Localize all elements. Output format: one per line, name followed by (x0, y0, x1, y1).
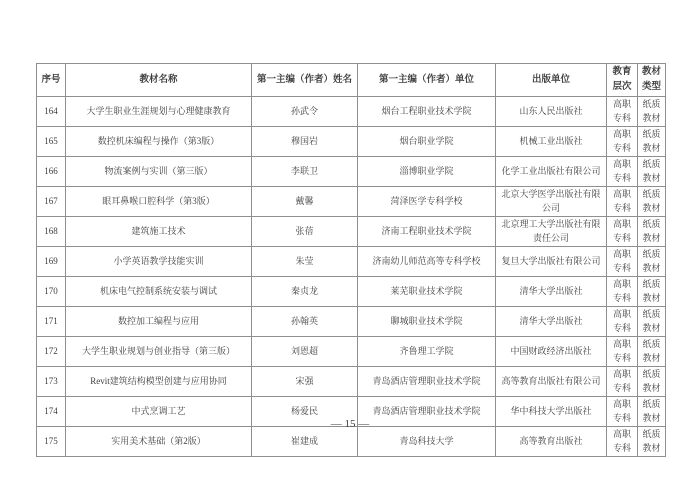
page-number: — 15 — (330, 418, 370, 430)
cell-material-type: 纸质教材 (638, 427, 666, 457)
cell-first-editor-unit: 烟台工程职业技术学院 (358, 97, 496, 127)
cell-first-editor-unit: 青岛酒店管理职业技术学院 (358, 397, 496, 427)
table-row (37, 217, 666, 247)
cell-first-editor-name: 宋强 (252, 367, 358, 397)
cell-publisher: 化学工业出版社有限公司 (496, 157, 607, 187)
cell-first-editor-unit: 济南工程职业技术学院 (358, 217, 496, 247)
cell-first-editor-unit: 莱芜职业技术学院 (358, 277, 496, 307)
cell-material-type: 纸质教材 (638, 187, 666, 217)
cell-serial-number: 167 (37, 187, 66, 217)
table-row (37, 127, 666, 157)
cell-publisher: 高等教育出版社有限公司 (496, 367, 607, 397)
cell-textbook-name: 大学生职业生涯规划与心理健康教育 (66, 97, 252, 127)
cell-serial-number: 171 (37, 307, 66, 337)
column-header-serial-number: 序号 (37, 64, 66, 97)
cell-serial-number: 175 (37, 427, 66, 457)
table-row (37, 247, 666, 277)
cell-material-type: 纸质教材 (638, 127, 666, 157)
cell-education-level: 高职专科 (607, 337, 638, 367)
cell-education-level: 高职专科 (607, 277, 638, 307)
textbook-approval-table (36, 63, 666, 457)
cell-education-level: 高职专科 (607, 127, 638, 157)
cell-education-level: 高职专科 (607, 157, 638, 187)
cell-first-editor-name: 张蓓 (252, 217, 358, 247)
column-header-textbook-name: 教材名称 (66, 64, 252, 97)
cell-serial-number: 169 (37, 247, 66, 277)
cell-material-type: 纸质教材 (638, 367, 666, 397)
table-body (37, 97, 666, 457)
cell-first-editor-unit: 青岛科技大学 (358, 427, 496, 457)
cell-material-type: 纸质教材 (638, 337, 666, 367)
cell-education-level: 高职专科 (607, 307, 638, 337)
table-row (37, 307, 666, 337)
cell-first-editor-unit: 济南幼儿师范高等专科学校 (358, 247, 496, 277)
cell-first-editor-name: 李联卫 (252, 157, 358, 187)
table-row (37, 97, 666, 127)
column-header-material-type: 教材类型 (638, 64, 666, 97)
cell-textbook-name: 物流案例与实训（第三版） (66, 157, 252, 187)
cell-serial-number: 168 (37, 217, 66, 247)
cell-serial-number: 166 (37, 157, 66, 187)
cell-serial-number: 165 (37, 127, 66, 157)
cell-material-type: 纸质教材 (638, 397, 666, 427)
column-header-publisher: 出版单位 (496, 64, 607, 97)
cell-first-editor-name: 秦贞龙 (252, 277, 358, 307)
table-row (37, 427, 666, 457)
cell-textbook-name: 中式烹调工艺 (66, 397, 252, 427)
table-row (37, 337, 666, 367)
cell-education-level: 高职专科 (607, 367, 638, 397)
column-header-education-level: 教育层次 (607, 64, 638, 97)
cell-first-editor-unit: 淄博职业学院 (358, 157, 496, 187)
cell-material-type: 纸质教材 (638, 157, 666, 187)
table-row (37, 157, 666, 187)
column-header-first-editor-unit: 第一主编（作者）单位 (358, 64, 496, 97)
cell-material-type: 纸质教材 (638, 97, 666, 127)
cell-material-type: 纸质教材 (638, 217, 666, 247)
cell-first-editor-unit: 聊城职业技术学院 (358, 307, 496, 337)
cell-textbook-name: 数控加工编程与应用 (66, 307, 252, 337)
cell-publisher: 中国财政经济出版社 (496, 337, 607, 367)
table-row (37, 367, 666, 397)
cell-textbook-name: 小学英语教学技能实训 (66, 247, 252, 277)
column-header-first-editor-name: 第一主编（作者）姓名 (252, 64, 358, 97)
cell-education-level: 高职专科 (607, 217, 638, 247)
cell-publisher: 机械工业出版社 (496, 127, 607, 157)
cell-first-editor-name: 刘恩超 (252, 337, 358, 367)
cell-education-level: 高职专科 (607, 397, 638, 427)
cell-first-editor-name: 朱莹 (252, 247, 358, 277)
cell-first-editor-name: 杨爱民 (252, 397, 358, 427)
cell-first-editor-unit: 烟台职业学院 (358, 127, 496, 157)
cell-material-type: 纸质教材 (638, 247, 666, 277)
cell-publisher: 华中科技大学出版社 (496, 397, 607, 427)
cell-material-type: 纸质教材 (638, 277, 666, 307)
cell-education-level: 高职专科 (607, 187, 638, 217)
table-header-row (37, 64, 666, 97)
cell-publisher: 北京大学医学出版社有限公司 (496, 187, 607, 217)
cell-education-level: 高职专科 (607, 427, 638, 457)
cell-publisher: 清华大学出版社 (496, 277, 607, 307)
cell-education-level: 高职专科 (607, 97, 638, 127)
cell-publisher: 复旦大学出版社有限公司 (496, 247, 607, 277)
cell-material-type: 纸质教材 (638, 307, 666, 337)
cell-first-editor-name: 崔建成 (252, 427, 358, 457)
cell-first-editor-unit: 齐鲁理工学院 (358, 337, 496, 367)
cell-first-editor-name: 孙翰英 (252, 307, 358, 337)
cell-textbook-name: 建筑施工技术 (66, 217, 252, 247)
table-row (37, 187, 666, 217)
cell-serial-number: 172 (37, 337, 66, 367)
cell-publisher: 山东人民出版社 (496, 97, 607, 127)
cell-textbook-name: 机床电气控制系统安装与调试 (66, 277, 252, 307)
cell-first-editor-name: 孙武令 (252, 97, 358, 127)
cell-serial-number: 174 (37, 397, 66, 427)
cell-publisher: 高等教育出版社 (496, 427, 607, 457)
cell-serial-number: 170 (37, 277, 66, 307)
cell-first-editor-unit: 菏泽医学专科学校 (358, 187, 496, 217)
cell-textbook-name: 实用美术基础（第2版） (66, 427, 252, 457)
cell-serial-number: 164 (37, 97, 66, 127)
cell-first-editor-name: 戴馨 (252, 187, 358, 217)
cell-first-editor-unit: 青岛酒店管理职业技术学院 (358, 367, 496, 397)
cell-textbook-name: 大学生职业规划与创业指导（第三版） (66, 337, 252, 367)
cell-serial-number: 173 (37, 367, 66, 397)
cell-publisher: 清华大学出版社 (496, 307, 607, 337)
cell-textbook-name: 眼耳鼻喉口腔科学（第3版） (66, 187, 252, 217)
cell-textbook-name: 数控机床编程与操作（第3版） (66, 127, 252, 157)
table-row (37, 277, 666, 307)
cell-textbook-name: Revit建筑结构模型创建与应用协同 (66, 367, 252, 397)
cell-education-level: 高职专科 (607, 247, 638, 277)
cell-publisher: 北京理工大学出版社有限责任公司 (496, 217, 607, 247)
cell-first-editor-name: 穆国岩 (252, 127, 358, 157)
